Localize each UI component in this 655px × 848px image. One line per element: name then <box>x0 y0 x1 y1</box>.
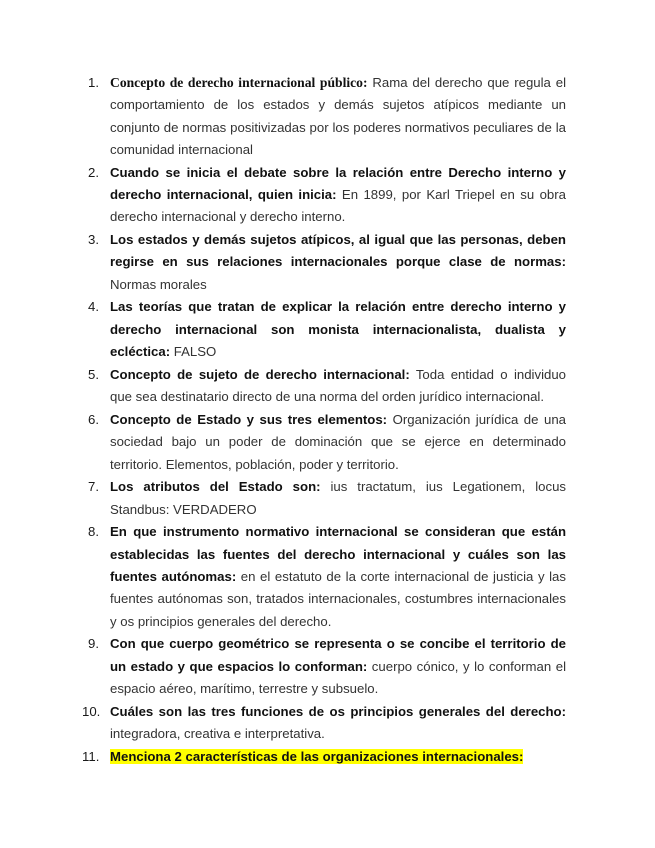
question-text: Concepto de derecho internacional público: <box>110 75 368 90</box>
question-text: Con que cuerpo geométrico se representa o se concibe el territorio de un estado y que espacios lo conforman: <box>110 636 566 674</box>
question-text: Los atributos del Estado son: <box>110 479 321 495</box>
list-item <box>82 476 566 521</box>
item-number: 7. <box>88 479 99 495</box>
answer-text: Rama del derecho que regula el comportamiento de los estados y demás sujetos atípicos mediante un conjunto de normas positivizadas por los poderes normativos peculiares de la comunidad internacional <box>110 75 567 157</box>
list-item <box>82 296 566 363</box>
question-text: Concepto de sujeto de derecho internacional: <box>110 366 410 382</box>
list-item <box>82 72 566 161</box>
highlighted-question-text: Menciona 2 características de las organizaciones internacionales: <box>110 748 524 764</box>
item-number: 4. <box>88 299 99 315</box>
item-number: 9. <box>88 636 99 652</box>
answer-text: en el estatuto de la corte internacional de justicia y las fuentes autónomas son, tratados internacionales, costumbres internacionales y os principios generales del derecho. <box>110 569 566 629</box>
question-text: Concepto de Estado y sus tres elementos: <box>110 411 388 427</box>
item-number: 6. <box>88 411 99 427</box>
list-item <box>82 162 566 229</box>
answer-text: Toda entidad o individuo que sea destinatario directo de una norma del orden jurídico internacional. <box>110 366 566 405</box>
item-number: 3. <box>88 232 99 248</box>
item-number: 5. <box>88 366 99 382</box>
list-item <box>82 364 566 409</box>
answer-text: integradora, creativa e interpretativa. <box>110 726 325 742</box>
question-text: Los estados y demás sujetos atípicos, al igual que las personas, deben regirse en sus relaciones internacionales porque clase de normas: <box>110 232 566 270</box>
item-number: 8. <box>88 524 99 540</box>
answer-text: Organización jurídica de una sociedad bajo un poder de dominación que se ejerce en determinado territorio. Elementos, población, poder y territorio. <box>110 411 566 472</box>
question-text: En que instrumento normativo internacional se consideran que están establecidas las fuentes del derecho internacional y cuáles son las fuentes autónomas: <box>110 524 566 585</box>
answer-text: Normas morales <box>110 276 207 292</box>
item-number: 10. <box>82 703 101 719</box>
answer-text: FALSO <box>170 344 217 360</box>
item-number: 1. <box>88 75 99 90</box>
question-text: Las teorías que tratan de explicar la relación entre derecho interno y derecho internacional son monista internacionalista, dualista y ecléctica: <box>110 299 566 360</box>
answer-text: En 1899, por Karl Triepel en su obra derecho internacional y derecho interno. <box>110 186 566 225</box>
item-number: 2. <box>88 164 99 180</box>
list-item <box>82 229 566 296</box>
answer-text: ius tractatum, ius Legationem, locus Standbus: VERDADERO <box>110 479 566 517</box>
list-item <box>82 701 566 746</box>
question-text: Cuáles son las tres funciones de os principios generales del derecho: <box>110 703 566 719</box>
item-number: 11. <box>82 748 100 764</box>
question-list <box>82 72 566 769</box>
list-item <box>82 633 566 700</box>
list-item <box>82 409 566 476</box>
list-item <box>82 746 566 768</box>
answer-text: cuerpo cónico, y lo conforman el espacio aéreo, marítimo, terrestre y subsuelo. <box>110 658 566 697</box>
list-item <box>82 521 566 632</box>
question-text: Cuando se inicia el debate sobre la relación entre Derecho interno y derecho internacional, quien inicia: <box>110 164 566 202</box>
